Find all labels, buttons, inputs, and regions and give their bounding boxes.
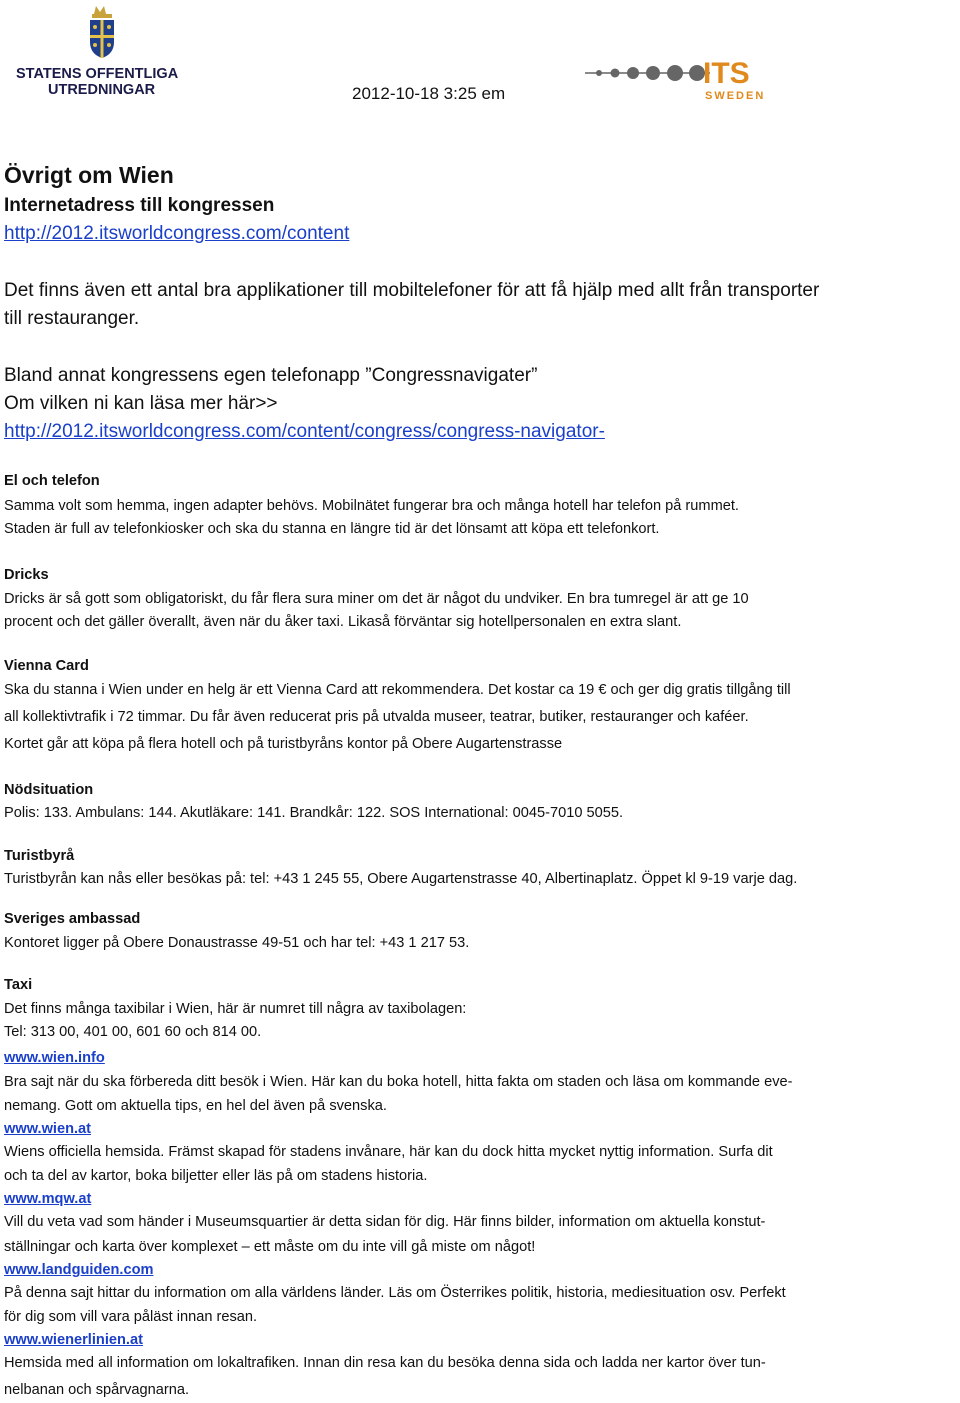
section-title-taxi: Taxi bbox=[4, 977, 33, 993]
turist-line1: Turistbyrån kan nås eller besökas på: tel: +43 1 245 55, Obere Augartenstrasse 40, Albertinaplatz. Öppet kl 9-19 varje dag. bbox=[4, 871, 798, 887]
section-title-el: El och telefon bbox=[4, 473, 100, 489]
taxi-line2: Tel: 313 00, 401 00, 601 60 och 814 00. bbox=[4, 1024, 262, 1040]
congress-link[interactable]: http://2012.itsworldcongress.com/content bbox=[4, 223, 350, 244]
its-logo-text: ITS bbox=[703, 57, 750, 90]
link-wien-at[interactable]: www.wien.at bbox=[4, 1121, 92, 1137]
link-mqw-at[interactable]: www.mqw.at bbox=[4, 1191, 92, 1207]
subtitle: Internetadress till kongressen bbox=[4, 195, 275, 216]
mqw-line1: Vill du veta vad som händer i Museumsquartier är detta sidan för dig. Här finns bilder, information om aktuella konstut- bbox=[4, 1214, 766, 1230]
intro-para2-line1: Bland annat kongressens egen telefonapp ”Congressnavigater” bbox=[4, 365, 538, 386]
sou-logo bbox=[8, 2, 188, 100]
wienat-line2: och ta del av kartor, boka biljetter eller läs på om stadens historia. bbox=[4, 1168, 428, 1184]
landguiden-line2: för dig som vill vara påläst innan resan. bbox=[4, 1309, 258, 1325]
el-line2: Staden är full av telefonkiosker och ska du stanna en längre tid är det lönsamt att köpa ett telefonkort. bbox=[4, 521, 660, 537]
section-title-dricks: Dricks bbox=[4, 567, 49, 583]
datetime: 2012-10-18 3:25 em bbox=[352, 84, 506, 103]
link-wien-info[interactable]: www.wien.info bbox=[4, 1050, 105, 1066]
dricks-line2: procent och det gäller överallt, även när du åker taxi. Likaså förväntar sig hotellpersonalen en extra slant. bbox=[4, 614, 682, 630]
dricks-line1: Dricks är så gott som obligatoriskt, du får flera sura miner om det är något du undviker. En bra tumregel är att ge 10 bbox=[4, 591, 749, 607]
section-title-turistbyra: Turistbyrå bbox=[4, 848, 75, 864]
wieninfo-line2: nemang. Gott om aktuella tips, en hel del även på svenska. bbox=[4, 1098, 387, 1114]
section-title-nodsituation: Nödsituation bbox=[4, 782, 94, 798]
wienerlinien-line1: Hemsida med all information om lokaltrafiken. Innan din resa kan du besöka denna sida och ladda ner kartor över tun- bbox=[4, 1355, 766, 1371]
its-logo-sub: SWEDEN bbox=[705, 90, 766, 102]
wienat-line1: Wiens officiella hemsida. Främst skapad för stadens invånare, här kan du dock hitta mycket nyttig information. Surfa dit bbox=[4, 1144, 773, 1160]
taxi-line1: Det finns många taxibilar i Wien, här är numret till några av taxibolagen: bbox=[4, 1001, 467, 1017]
nod-line1: Polis: 133. Ambulans: 144. Akutläkare: 141. Brandkår: 122. SOS International: 0045-7010 5055. bbox=[4, 805, 624, 821]
vienna-line2: all kollektivtrafik i 72 timmar. Du får även reducerat pris på utvalda museer, teatrar, butiker, restauranger och kaféer. bbox=[4, 709, 749, 725]
wienerlinien-line2: nelbanan och spårvagnarna. bbox=[4, 1382, 189, 1398]
wieninfo-line1: Bra sajt när du ska förbereda ditt besök i Wien. Här kan du boka hotell, hitta fakta om staden och läsa om kommande eve- bbox=[4, 1074, 793, 1090]
section-title-ambassad: Sveriges ambassad bbox=[4, 911, 141, 927]
page-title: Övrigt om Wien bbox=[4, 162, 174, 188]
navigator-link[interactable]: http://2012.itsworldcongress.com/content/congress/congress-navigator- bbox=[4, 421, 605, 442]
its-sweden-logo bbox=[585, 55, 785, 105]
intro-para1-line1: Det finns även ett antal bra applikationer till mobiltelefoner för att få hjälp med allt från transporter bbox=[4, 280, 820, 301]
vienna-line3: Kortet går att köpa på flera hotell och på turistbyråns kontor på Obere Augartenstrasse bbox=[4, 736, 563, 752]
section-title-vienna-card: Vienna Card bbox=[4, 658, 89, 674]
ambassad-line1: Kontoret ligger på Obere Donaustrasse 49-51 och har tel: +43 1 217 53. bbox=[4, 935, 470, 951]
intro-para1-line2: till restauranger. bbox=[4, 308, 140, 329]
el-line1: Samma volt som hemma, ingen adapter behövs. Mobilnätet fungerar bra och många hotell har telefon på rummet. bbox=[4, 498, 739, 514]
sou-logo-line2: UTREDNINGAR bbox=[48, 82, 156, 98]
intro-para2-line2: Om vilken ni kan läsa mer här>> bbox=[4, 393, 278, 414]
link-wienerlinien[interactable]: www.wienerlinien.at bbox=[4, 1332, 143, 1348]
landguiden-line1: På denna sajt hittar du information om alla världens länder. Läs om Österrikes politik, historia, mediesituation osv. Perfekt bbox=[4, 1285, 786, 1301]
sou-logo-line1: STATENS OFFENTLIGA bbox=[16, 66, 179, 82]
vienna-line1: Ska du stanna i Wien under en helg är ett Vienna Card att rekommendera. Det kostar ca 19 € och ger dig gratis tillgång till bbox=[4, 682, 791, 698]
mqw-line2: ställningar och karta över komplexet – ett måste om du inte vill gå miste om något! bbox=[4, 1239, 536, 1255]
link-landguiden[interactable]: www.landguiden.com bbox=[4, 1262, 154, 1278]
